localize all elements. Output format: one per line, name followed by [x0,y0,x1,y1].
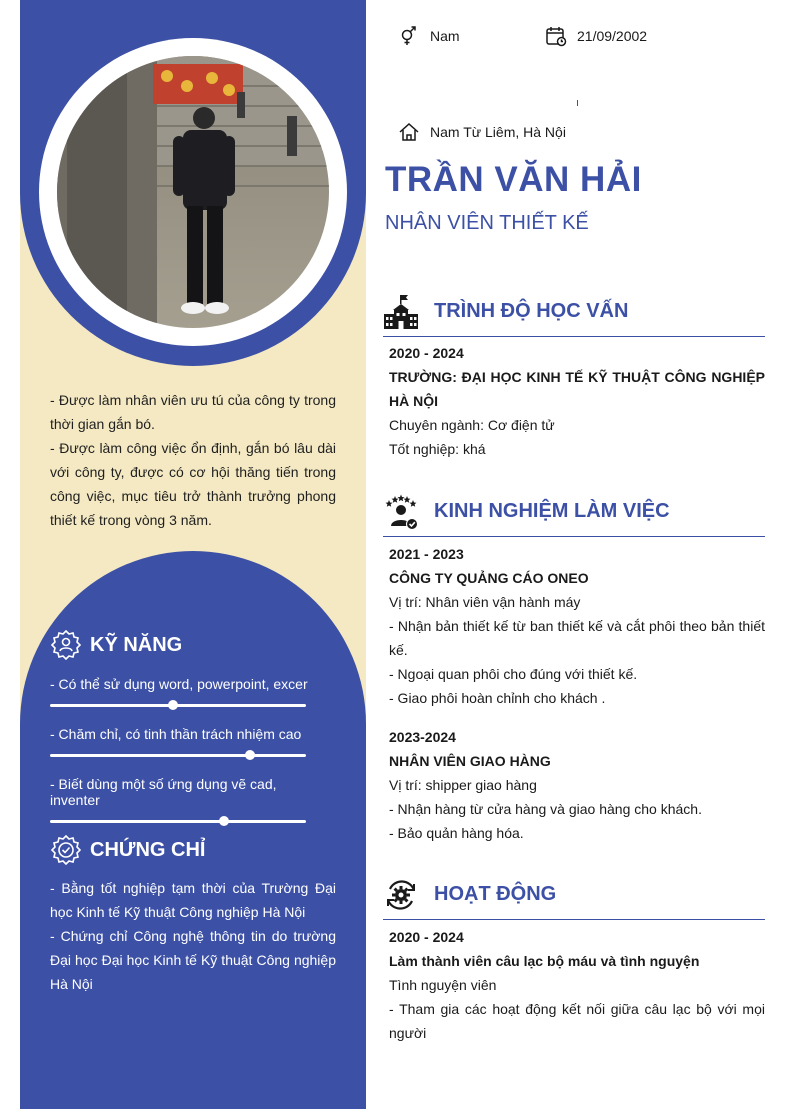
skill-bar [50,820,306,823]
skill-knob [168,700,178,710]
gear-refresh-icon [383,877,419,913]
education-entry [389,341,765,461]
activity-desc: - Tham gia các hoạt động kết nối giữa câu lạc bộ với mọi người [389,1001,765,1041]
job-company: NHÂN VIÊN GIAO HÀNG [389,753,551,769]
profile-photo [57,56,329,328]
certificate-badge-icon [50,834,82,866]
job-company: CÔNG TY QUẢNG CÁO ONEO [389,570,589,586]
skill-item [50,676,330,707]
skill-item [50,726,330,757]
school-icon [383,294,419,330]
address-info [398,121,566,143]
gender-icon [398,25,420,47]
activity-entry [389,925,765,1045]
certificate-item: - Chứng chỉ Công nghệ thông tin do trường Đại học Đại học Kinh tế Kỹ thuật Công nghiệp Hà Nội [50,928,336,992]
education-title: TRÌNH ĐỘ HỌC VẤN [434,300,629,322]
education-school: TRƯỜNG: ĐẠI HỌC KINH TẾ KỸ THUẬT CÔNG NGHIỆP HÀ NỘI [389,369,765,409]
job-title: NHÂN VIÊN THIẾT KẾ [385,212,589,234]
divider-tick [577,100,578,106]
birthdate-text: 21/09/2002 [577,28,648,44]
home-icon [398,121,420,143]
skill-bar [50,704,306,707]
education-grade: Tốt nghiệp: khá [389,441,486,457]
certificates-heading [50,834,205,866]
gender-info [398,25,460,47]
job-task: - Giao phôi hoàn chỉnh cho khách . [389,690,606,706]
team-stars-icon [383,494,419,530]
activities-title: HOẠT ĐỘNG [434,883,557,905]
skill-badge-icon [50,629,82,661]
activity-name: Làm thành viên câu lạc bộ máu và tình nguyện [389,953,700,969]
experience-entry [389,725,765,845]
objective-line: - Được làm công việc ổn định, gắn bó lâu dài với công ty, được có cơ hội thăng tiến trong công việc, mục tiêu trở thành trưởng phong thiết kế trong vòng 3 năm. [50,440,336,528]
skill-bar [50,754,306,757]
objective-line: - Được làm nhân viên ưu tú của công ty trong thời gian gắn bó. [50,392,336,432]
education-major: Chuyên ngành: Cơ điện tử [389,417,555,433]
calendar-icon [545,25,567,47]
job-task: - Ngoại quan phôi cho đúng với thiết kế. [389,666,638,682]
job-task: - Nhận bản thiết kế từ ban thiết kế và cắt phôi theo bản thiết kế. [389,618,765,658]
address-text: Nam Từ Liêm, Hà Nội [430,124,566,140]
skill-label: - Biết dùng một số ứng dụng vẽ cad, inventer [50,776,277,808]
experience-entry [389,542,765,710]
activity-period: 2020 - 2024 [389,929,464,945]
skill-item [50,776,330,823]
education-heading [383,290,765,337]
skill-knob [245,750,255,760]
job-period: 2021 - 2023 [389,546,464,562]
job-task: - Bảo quản hàng hóa. [389,825,524,841]
skill-label: - Chăm chỉ, có tinh thần trách nhiệm cao [50,726,302,742]
gender-text: Nam [430,28,460,44]
birthdate-info [545,25,647,47]
job-period: 2023-2024 [389,729,456,745]
full-name: TRẦN VĂN HẢI [385,160,642,199]
activities-heading [383,873,765,920]
skills-title: KỸ NĂNG [90,633,183,656]
experience-title: KINH NGHIỆM LÀM VIỆC [434,500,670,522]
job-task: - Nhận hàng từ cửa hàng và giao hàng cho khách. [389,801,702,817]
experience-heading [383,490,765,537]
certificate-item: - Bằng tốt nghiệp tạm thời của Trường Đại học Kinh tế Kỹ thuật Công nghiệp Hà Nội [50,880,336,920]
activity-role: Tình nguyện viên [389,977,497,993]
education-period: 2020 - 2024 [389,345,464,361]
skill-label: - Có thể sử dụng word, powerpoint, excer [50,676,308,692]
certificates-title: CHỨNG CHỈ [90,838,206,861]
skills-heading [50,629,182,661]
job-position: Vị trí: Nhân viên vận hành máy [389,594,581,610]
certificates-list [50,876,336,996]
career-objective [50,388,336,532]
job-position: Vị trí: shipper giao hàng [389,777,537,793]
